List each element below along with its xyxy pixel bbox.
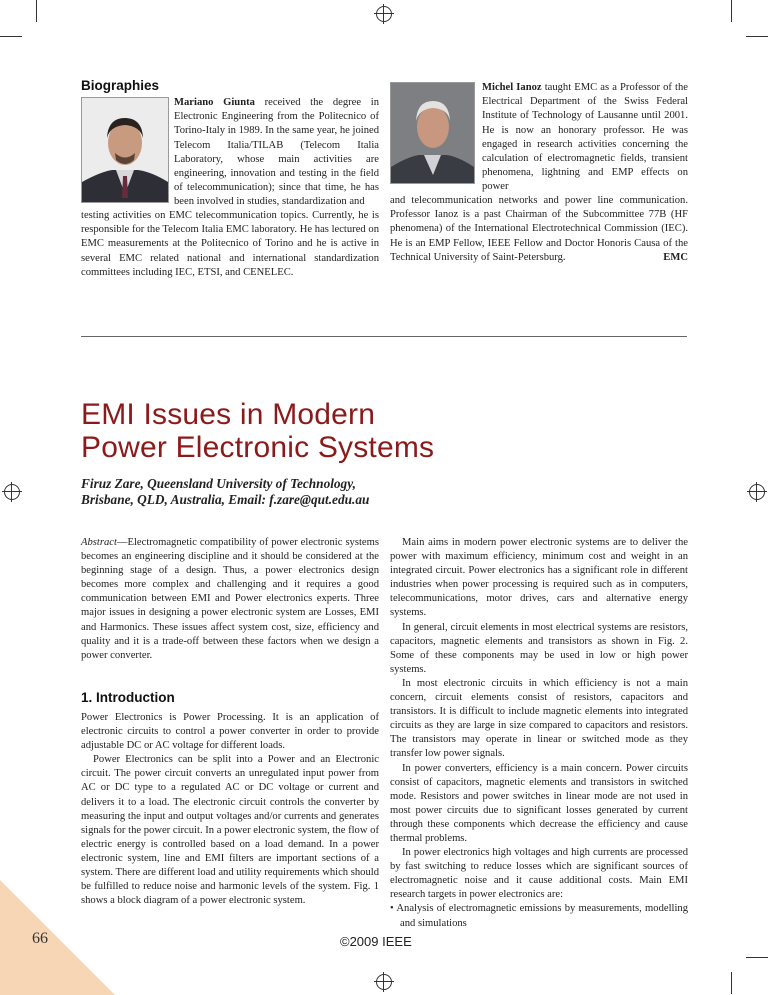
ianoz-name: Michel Ianoz <box>482 82 542 93</box>
right-column <box>390 536 688 931</box>
paragraph: Main aims in modern power electronic systems are to deliver the power with maximum efficiency, minimum cost and weight in an integrated circuit. Power electronics has a significant role in different industries when power processing is required such as in computers, telecommunications, motor drives, cars and alternative energy systems. <box>390 537 688 619</box>
giunta-bio-text-1: received the degree in Electronic Engineering from the Politecnico of Torino-Italy in 1989. In the same year, he joined Telecom Italia/TILAB (Telecom Italia Laboratory, whose main activities are engineering, innovation and testing in the field of telecommunication); since that time, he has been involved in studies, standardization and <box>174 97 379 208</box>
ianoz-bio-wrapped <box>482 81 688 195</box>
paragraph: In power converters, efficiency is a main concern. Power circuits consist of capacitors, magnetic elements and transistors in switched mode. Resistors and power switches in linear mode are not used in most power circuits due to significant losses generated by current through these components which decrease the efficiency and cause thermal problems. <box>390 762 688 844</box>
paragraph: In most electronic circuits in which efficiency is not a main concern, circuit elements consist of resistors, capacitors and transistors. It is difficult to include magnetic elements into integrated circuits as they are large in size compared to capacitors and resistors. The transistors may operate in linear or switched mode as they transfer low power signals. <box>390 677 688 760</box>
giunta-photo <box>81 97 169 203</box>
left-column <box>81 536 379 908</box>
registration-mark-left <box>4 484 20 500</box>
registration-mark-right <box>749 484 765 500</box>
title-line-2: Power Electronic Systems <box>81 431 435 464</box>
article-title <box>81 398 434 464</box>
author-line <box>81 476 369 508</box>
giunta-bio-full: testing activities on EMC telecommunication topics. Currently, he is responsible for the Telecom Italia EMC laboratory. He has lectured on EMC measurements at the Politecnico of Torino and he is active in several EMC related national and international standardization committees including IEC, ETSI, and CENELEC. <box>81 210 379 278</box>
abstract-label: Abstract <box>81 537 117 548</box>
paragraph: Power Electronics is Power Processing. It is an application of electronic circuits to control a power converter in order to provide adjustable DC or AC voltage for different loads. <box>81 711 379 752</box>
author-line-1: Firuz Zare, Queensland University of Technology, <box>81 476 356 491</box>
bullet-item: • Analysis of electromagnetic emissions by measurements, modelling and simulations <box>390 903 688 929</box>
paragraph: Power Electronics can be split into a Power and an Electronic circuit. The power circuit converts an unregulated input power from AC or DC type to a regulated AC or DC voltage or current and delivers it to a load. The electronic circuit controls the converter by measuring the input and output voltages and/or currents and generates signals for the power circuit. In a power electronic system, the flow of electric energy is controlled based on a load demand. In a power electronic system, line and EMI filters are important sections of a system. There are different load and utility requirements which should be fulfilled to reduce noise and harmonic levels of the system. Fig. 1 shows a block diagram of a power electronic system. <box>81 754 379 907</box>
ianoz-bio-text-2: and telecommunication networks and power line communication. Professor Ianoz is a past Chairman of the Subcommittee 77B (HF phenomena) of the International Electrotechnical Commission (IEC). He is an EMP Fellow, IEEE Fellow and Doctor Honoris Causa of the Technical University of Saint-Petersburg. <box>390 195 688 263</box>
section-divider <box>81 336 687 337</box>
giunta-name: Mariano Giunta <box>174 97 255 108</box>
page-number: 66 <box>32 930 48 947</box>
copyright: ©2009 IEEE <box>340 934 412 949</box>
paragraph: In general, circuit elements in most electrical systems are resistors, capacitors, magnetic elements and transistors as shown in Fig. 2. Some of these components may be used in low or high power systems. <box>390 621 688 675</box>
corner-decoration <box>0 880 115 995</box>
biographies-heading: Biographies <box>81 78 160 93</box>
paragraph: In power electronics high voltages and high currents are processed by fast switching to reduce losses which are significant sources of electromagnetic noise and it cause additional costs. Main EMI research targets in power electronics are: <box>390 847 688 901</box>
author-line-2: Brisbane, QLD, Australia, Email: f.zare@qut.edu.au <box>81 492 370 507</box>
title-line-1: EMI Issues in Modern <box>81 398 376 431</box>
ianoz-photo <box>390 82 475 184</box>
end-mark: EMC <box>663 251 688 263</box>
section-heading: 1. Introduction <box>81 689 175 705</box>
giunta-bio-wrapped <box>174 96 379 210</box>
abstract <box>81 536 379 663</box>
abstract-text: —Electromagnetic compatibility of power electronic systems becomes an engineering discipline and it should be considered at the beginning stage of a design. Thus, a power electronics design becomes more complex and challenging and it requires a good communication between EMI and Power electronics experts. Three major issues in designing a power electronic system are Losses, EMI and Harmonics. These issues affect system cost, size, efficiency and quality and it is a trade-off between these factors when we design a power converter. <box>81 537 379 661</box>
registration-mark-top <box>376 6 392 22</box>
ianoz-bio-text-1: taught EMC as a Professor of the Electrical Department of the Swiss Federal Institute of Technology of Lausanne until 2001. He is now an honorary professor. He was engaged in research activities concerning the calculation of electromagnetic fields, transient phenomena, lightning and EMP effects on power <box>482 82 688 193</box>
registration-mark-bottom <box>376 974 392 990</box>
ianoz-bio-full <box>390 194 688 265</box>
